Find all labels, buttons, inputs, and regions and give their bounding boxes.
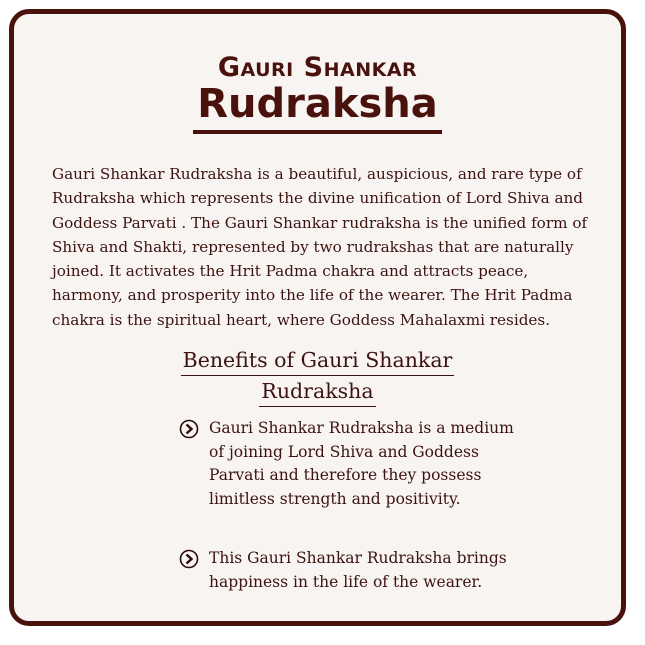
- benefit-item-text: Gauri Shankar Rudraksha is a medium of joining Lord Shiva and Goddess Parvati and therefore they possess limitless strength and positivity.: [209, 419, 514, 508]
- title-line-2: [14, 80, 621, 134]
- title-main-text: Rudraksha: [193, 80, 442, 134]
- circled-chevron-right-icon: [179, 419, 199, 439]
- intro-paragraph: Gauri Shankar Rudraksha is a beautiful, auspicious, and rare type of Rudraksha which represents the divine unification of Lord Shiva and Goddess Parvati . The Gauri Shankar rudraksha is the unified form of Shiva and Shakti, represented by two rudrakshas that are naturally joined. It activates the Hrit Padma chakra and attracts peace, harmony, and prosperity into the life of the wearer. The Hrit Padma chakra is the spiritual heart, where Goddess Mahalaxmi resides.: [52, 165, 588, 329]
- info-card: [9, 9, 626, 626]
- benefits-heading-line-1: Benefits of Gauri Shankar: [181, 345, 455, 376]
- benefits-heading: [14, 345, 621, 407]
- benefit-item-text: This Gauri Shankar Rudraksha brings happiness in the life of the wearer.: [209, 549, 507, 591]
- title-line-1: Gauri Shankar: [217, 52, 418, 83]
- circled-chevron-right-icon: [179, 549, 199, 569]
- benefits-heading-line-2: Rudraksha: [259, 376, 375, 407]
